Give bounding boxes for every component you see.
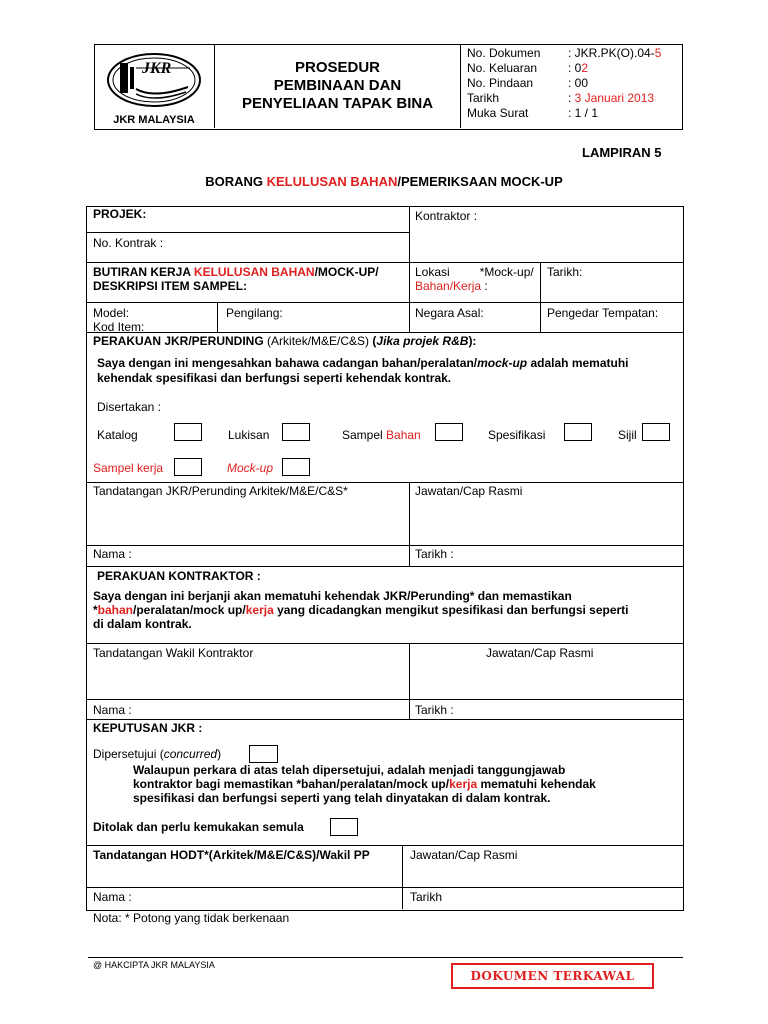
ditolak-label: Ditolak dan perlu kemukakan semula [93,820,304,834]
lokasi-label: Lokasi *Mock-up/ [415,265,534,279]
spesifikasi-checkbox[interactable] [564,423,592,441]
tandatangan-hodt-label: Tandatangan HODT*(Arkitek/M&E/C&S)/Wakil PP [93,848,370,862]
katalog-checkbox[interactable] [174,423,202,441]
sampel-kerja-checkbox[interactable] [174,458,202,476]
meta-label-pindaan: No. Pindaan [467,76,534,90]
negara-asal-label: Negara Asal: [415,306,484,320]
mock-up-checkbox[interactable] [282,458,310,476]
tandatangan-wakil-label: Tandatangan Wakil Kontraktor [93,646,254,660]
jawatan-cap-label-2: Jawatan/Cap Rasmi [486,646,594,660]
meta-value-tarikh: : 3 Januari 2013 [568,91,655,105]
sampel-bahan-checkbox[interactable] [435,423,463,441]
tarikh-label-3: Tarikh [410,890,443,904]
tarikh-label-1: Tarikh : [415,547,454,561]
jawatan-cap-label-3: Jawatan/Cap Rasmi [410,848,518,862]
header-title-line2: PEMBINAAN DAN [273,77,402,94]
statement3: Walaupun perkara di atas telah dipersetujui, adalah menjadi tanggungjawab kontraktor bagi memastikan *bahan/peralatan/mock up/kerja mematuhi kehendak spesifikasi dan berfungsi seperti yang telah dinyatakan di dalam kontrak. [133,763,596,805]
meta-value-pindaan: : 00 [568,76,589,90]
katalog-label: Katalog [97,428,138,442]
nama-label-2: Nama : [93,703,132,717]
perakuan-kontraktor-heading: PERAKUAN KONTRAKTOR : [97,569,261,583]
jawatan-cap-label-1: Jawatan/Cap Rasmi [415,484,523,498]
dipersetujui-checkbox[interactable] [249,745,278,763]
ditolak-checkbox[interactable] [330,818,358,836]
dipersetujui-label: Dipersetujui (concurred) [93,747,222,761]
tarikh-colon-label: Tarikh: [547,265,583,279]
meta-label-dokumen: No. Dokumen [467,46,541,60]
sijil-checkbox[interactable] [642,423,670,441]
meta-label-muka-surat: Muka Surat [467,106,529,120]
model-label: Model: [93,306,130,320]
keputusan-jkr-heading: KEPUTUSAN JKR : [93,721,203,735]
tandatangan-jkr-label: Tandatangan JKR/Perunding Arkitek/M&E/C&S* [93,484,348,498]
sampel-kerja-label: Sampel kerja [93,461,164,475]
pengilang-label: Pengilang: [226,306,283,320]
kontraktor-label: Kontraktor : [415,209,478,223]
meta-value-keluaran: : 02 [568,61,589,75]
meta-value-muka-surat: : 1 / 1 [568,106,599,120]
spesifikasi-label: Spesifikasi [488,428,546,442]
projek-label: PROJEK: [93,207,147,221]
tarikh-label-2: Tarikh : [415,703,454,717]
disertakan-label: Disertakan : [97,400,162,414]
no-kontrak-label: No. Kontrak : [93,236,164,250]
nama-label-3: Nama : [93,890,132,904]
footer-stamp: DOKUMEN TERKAWAL [470,969,635,983]
butiran-label: BUTIRAN KERJA KELULUSAN BAHAN/MOCK-UP/ [93,265,379,279]
meta-value-dokumen: : JKR.PK(O).04-5 [568,46,662,60]
statement1-line2: kehendak spesifikasi dan berfungsi seperti kehendak kontrak. [97,371,452,385]
statement1-line1: Saya dengan ini mengesahkan bahawa cadangan bahan/peralatan/mock-up adalah mematuhi [97,356,629,370]
lukisan-label: Lukisan [228,428,270,442]
form-title: BORANG KELULUSAN BAHAN/PEMERIKSAAN MOCK-UP [205,174,563,189]
perakuan-jkr-heading: PERAKUAN JKR/PERUNDING (Arkitek/M&E/C&S) (Jika projek R&B): [93,334,477,348]
meta-label-tarikh: Tarikh [467,91,500,105]
pengedar-label: Pengedar Tempatan: [547,306,659,320]
deskripsi-label: DESKRIPSI ITEM SAMPEL: [93,279,248,293]
lokasi-bahan-kerja: Bahan/Kerja : [415,279,488,293]
footer-copyright: @ HAKCIPTA JKR MALAYSIA [93,960,215,970]
sampel-bahan-label: Sampel Bahan [342,428,421,442]
sijil-label: Sijil [618,428,637,442]
lampiran-label: LAMPIRAN 5 [582,145,662,160]
header-title-line1: PROSEDUR [294,59,380,76]
org-name: JKR MALAYSIA [113,114,195,126]
nota: Nota: * Potong yang tidak berkenaan [93,911,290,925]
nama-label-1: Nama : [93,547,132,561]
lukisan-checkbox[interactable] [282,423,310,441]
kod-item-label: Kod Item: [93,320,145,334]
header-title-line3: PENYELIAAN TAPAK BINA [241,95,434,112]
mock-up-label: Mock-up [227,461,274,475]
meta-label-keluaran: No. Keluaran [467,61,538,75]
logo-text: JKR [142,60,172,77]
statement2: Saya dengan ini berjanji akan mematuhi kehendak JKR/Perunding* dan memastikan *bahan/peralatan/mock up/kerja yang dicadangkan mengikut spesifikasi dan berfungsi seperti di dalam kontrak. [93,589,629,631]
